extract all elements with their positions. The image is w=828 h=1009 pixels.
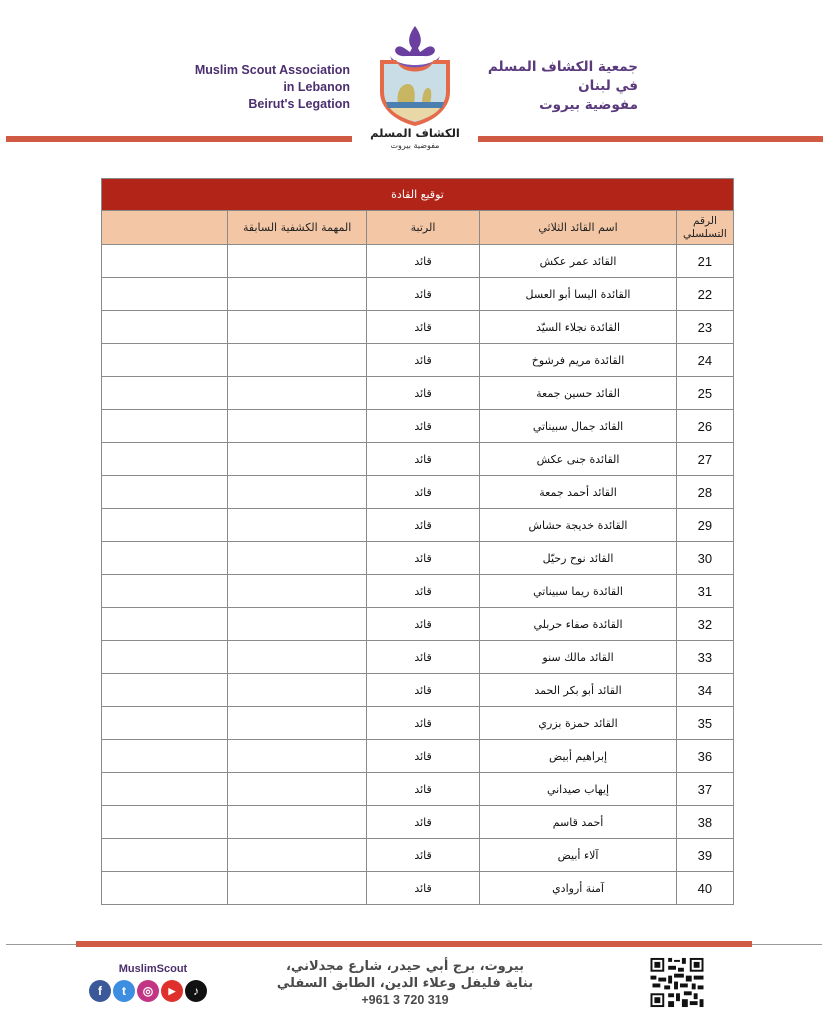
table-row (102, 740, 734, 773)
serial-number-cell: 24 (676, 344, 733, 377)
previous-role-cell[interactable] (228, 707, 366, 740)
signature-cell[interactable] (102, 608, 228, 641)
leader-name-cell: القائدة اليسا أبو العسل (480, 278, 677, 311)
serial-number-cell: 22 (676, 278, 733, 311)
leader-name-cell: إبراهيم أبيض (480, 740, 677, 773)
logo-caption: الكشاف المسلم (370, 126, 460, 140)
rank-cell: قائد (366, 344, 479, 377)
phone-number: +961 3 720 319 (361, 993, 449, 1007)
social-handle: MuslimScout (118, 963, 188, 975)
column-header-previous-role: المهمة الكشفية السابقة (228, 211, 366, 245)
serial-number-cell: 26 (676, 410, 733, 443)
previous-role-cell[interactable] (228, 773, 366, 806)
arabic-line-2: في لبنان (578, 78, 638, 94)
column-header-name: اسم القائد الثلاثي (480, 211, 677, 245)
leader-name-cell: القائدة ريما سبيناتي (480, 575, 677, 608)
leader-name-cell: القائد مالك سنو (480, 641, 677, 674)
leader-name-cell: القائدة صفاء حربلي (480, 608, 677, 641)
previous-role-cell[interactable] (228, 443, 366, 476)
signature-cell[interactable] (102, 344, 228, 377)
rank-cell: قائد (366, 608, 479, 641)
serial-number-cell: 34 (676, 674, 733, 707)
rank-cell: قائد (366, 707, 479, 740)
rank-cell: قائد (366, 575, 479, 608)
signature-cell[interactable] (102, 278, 228, 311)
serial-number-cell: 37 (676, 773, 733, 806)
table-row (102, 443, 734, 476)
leader-name-cell: القائد حمزة بزري (480, 707, 677, 740)
serial-number-cell: 28 (676, 476, 733, 509)
serial-number-cell: 39 (676, 839, 733, 872)
table-row (102, 674, 734, 707)
english-line-2: in Lebanon (283, 80, 350, 94)
logo-subcaption: مفوضية بيروت (390, 141, 440, 150)
leader-name-cell: القائد نوح رحيّل (480, 542, 677, 575)
rank-cell: قائد (366, 278, 479, 311)
serial-number-cell: 35 (676, 707, 733, 740)
table-row (102, 542, 734, 575)
previous-role-cell[interactable] (228, 476, 366, 509)
footer-address (250, 958, 560, 1009)
header-divider-left (6, 136, 352, 142)
previous-role-cell[interactable] (228, 245, 366, 278)
signature-cell[interactable] (102, 575, 228, 608)
signature-cell[interactable] (102, 872, 228, 905)
table-row (102, 377, 734, 410)
previous-role-cell[interactable] (228, 575, 366, 608)
previous-role-cell[interactable] (228, 872, 366, 905)
rank-cell: قائد (366, 806, 479, 839)
rank-cell: قائد (366, 773, 479, 806)
leaders-signature-table (101, 178, 734, 905)
rank-cell: قائد (366, 674, 479, 707)
previous-role-cell[interactable] (228, 278, 366, 311)
previous-role-cell[interactable] (228, 509, 366, 542)
rank-cell: قائد (366, 410, 479, 443)
previous-role-cell[interactable] (228, 806, 366, 839)
serial-number-cell: 36 (676, 740, 733, 773)
leader-name-cell: القائد حسين جمعة (480, 377, 677, 410)
social-icons (89, 980, 207, 1002)
previous-role-cell[interactable] (228, 608, 366, 641)
serial-number-cell: 27 (676, 443, 733, 476)
table-row (102, 278, 734, 311)
column-header-serial (676, 211, 733, 245)
rank-cell: قائد (366, 641, 479, 674)
rank-cell: قائد (366, 443, 479, 476)
signature-cell[interactable] (102, 839, 228, 872)
signature-cell[interactable] (102, 641, 228, 674)
previous-role-cell[interactable] (228, 410, 366, 443)
previous-role-cell[interactable] (228, 311, 366, 344)
signature-cell[interactable] (102, 773, 228, 806)
table-row (102, 608, 734, 641)
column-header-rank: الرتبة (366, 211, 479, 245)
table-row (102, 476, 734, 509)
address-line-1: بيروت، برج أبي حيدر، شارع مجدلاني، (285, 959, 525, 974)
signature-cell[interactable] (102, 377, 228, 410)
leader-name-cell: القائد أبو بكر الحمد (480, 674, 677, 707)
serial-number-cell: 38 (676, 806, 733, 839)
leader-name-cell: القائد جمال سبيناتي (480, 410, 677, 443)
table-row (102, 839, 734, 872)
rank-cell: قائد (366, 377, 479, 410)
leader-name-cell: القائد أحمد جمعة (480, 476, 677, 509)
signature-cell[interactable] (102, 245, 228, 278)
leader-name-cell: القائدة نجلاء السيّد (480, 311, 677, 344)
rank-cell: قائد (366, 839, 479, 872)
table-row (102, 245, 734, 278)
serial-header-line2: التسلسلي (683, 227, 727, 240)
table-row (102, 707, 734, 740)
table-row (102, 410, 734, 443)
column-header-signature (102, 211, 228, 245)
serial-number-cell: 31 (676, 575, 733, 608)
english-org-name (150, 62, 350, 113)
table-row (102, 773, 734, 806)
instagram-icon[interactable]: ◎ (137, 980, 159, 1002)
leader-name-cell: آمنة أروادي (480, 872, 677, 905)
english-line-3: Beirut's Legation (248, 97, 350, 111)
table-row (102, 509, 734, 542)
leader-name-cell: أحمد قاسم (480, 806, 677, 839)
table-row (102, 872, 734, 905)
english-line-1: Muslim Scout Association (194, 63, 350, 77)
serial-number-cell: 32 (676, 608, 733, 641)
rank-cell: قائد (366, 740, 479, 773)
header-divider-right (478, 136, 823, 142)
signature-cell[interactable] (102, 311, 228, 344)
previous-role-cell[interactable] (228, 740, 366, 773)
serial-number-cell: 21 (676, 245, 733, 278)
leader-name-cell: القائدة خديجة حشاش (480, 509, 677, 542)
previous-role-cell[interactable] (228, 839, 366, 872)
leader-name-cell: القائدة مريم فرشوخ (480, 344, 677, 377)
rank-cell: قائد (366, 245, 479, 278)
signature-cell[interactable] (102, 674, 228, 707)
leader-name-cell: إيهاب صيداني (480, 773, 677, 806)
previous-role-cell[interactable] (228, 377, 366, 410)
previous-role-cell[interactable] (228, 542, 366, 575)
facebook-icon[interactable]: f (89, 980, 111, 1002)
scout-shield-logo (376, 24, 454, 128)
rank-cell: قائد (366, 509, 479, 542)
serial-number-cell: 33 (676, 641, 733, 674)
footer-divider-red (76, 941, 752, 947)
arabic-org-name (478, 58, 638, 115)
signature-cell[interactable] (102, 542, 228, 575)
table-row (102, 806, 734, 839)
youtube-icon[interactable]: ▶ (161, 980, 183, 1002)
serial-number-cell: 30 (676, 542, 733, 575)
rank-cell: قائد (366, 872, 479, 905)
rank-cell: قائد (366, 476, 479, 509)
serial-number-cell: 29 (676, 509, 733, 542)
rank-cell: قائد (366, 311, 479, 344)
serial-number-cell: 40 (676, 872, 733, 905)
rank-cell: قائد (366, 542, 479, 575)
signature-cell[interactable] (102, 509, 228, 542)
tiktok-icon[interactable]: ♪ (185, 980, 207, 1002)
table-row (102, 575, 734, 608)
signature-cell[interactable] (102, 410, 228, 443)
qr-code-icon[interactable] (648, 956, 706, 1009)
signature-cell[interactable] (102, 476, 228, 509)
leader-name-cell: القائد عمر عكش (480, 245, 677, 278)
previous-role-cell[interactable] (228, 641, 366, 674)
previous-role-cell[interactable] (228, 674, 366, 707)
signature-cell[interactable] (102, 707, 228, 740)
address-line-2: بناية فليفل وعلاء الدين، الطابق السفلي (276, 976, 534, 991)
table-row (102, 344, 734, 377)
table-title: توقيع القادة (102, 179, 734, 211)
serial-number-cell: 23 (676, 311, 733, 344)
leader-name-cell: آلاء أبيض (480, 839, 677, 872)
arabic-line-3: مفوضية بيروت (539, 97, 638, 113)
serial-number-cell: 25 (676, 377, 733, 410)
signature-cell[interactable] (102, 740, 228, 773)
arabic-line-1: جمعية الكشاف المسلم (487, 59, 638, 75)
table-row (102, 641, 734, 674)
twitter-icon[interactable]: t (113, 980, 135, 1002)
table-row (102, 311, 734, 344)
serial-header-line1: الرقم (692, 214, 717, 227)
leader-name-cell: القائدة جنى عكش (480, 443, 677, 476)
previous-role-cell[interactable] (228, 344, 366, 377)
signature-cell[interactable] (102, 806, 228, 839)
signature-cell[interactable] (102, 443, 228, 476)
